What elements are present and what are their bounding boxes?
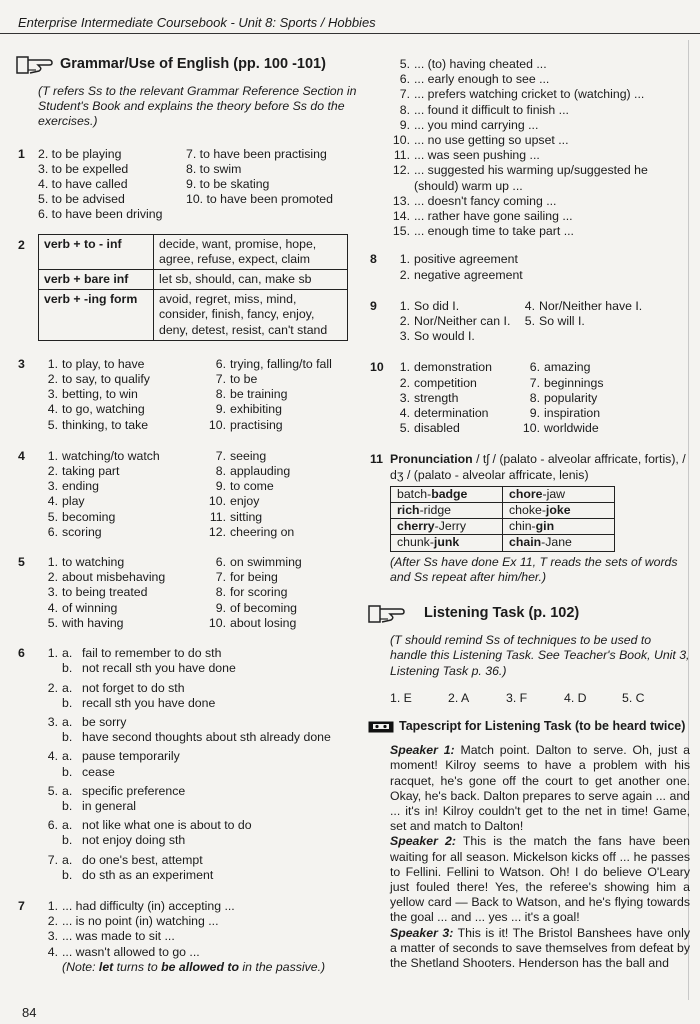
exercise-5	[16, 555, 361, 631]
listening-title: Listening Task (p. 102)	[424, 605, 580, 622]
list-item: 12. cheering on	[208, 524, 295, 539]
table-cell: decide, want, promise, hope, agree, refuse, expect, claim	[154, 234, 348, 269]
list-item: 6. to have been driving	[38, 207, 163, 222]
verb-pattern-table	[38, 234, 348, 341]
list-item: 5. a. specific preference b. in general	[47, 783, 186, 813]
list-item: 3. a. be sorry b. have second thoughts about sth already done	[47, 714, 331, 745]
list-item: 1. So did I.	[399, 298, 460, 313]
list-item: 5. with having	[47, 615, 124, 630]
list-item: 15. ... enough time to take part ...	[392, 224, 574, 239]
exercise-7-continued	[368, 57, 690, 239]
answer-item: 1. E	[390, 690, 412, 705]
tapescript-text	[368, 743, 690, 971]
list-item: 5. thinking, to take	[47, 417, 149, 432]
speaker-1: Speaker 1: Match point. Dalton to serve. Oh, just a moment! Kilroy seems to have a problem with his racquet, he's gone off the court to get another one. Okay, he's back. Dalton prepares to serve again ... and ... it's in! Kilroy couldn't get to the net in time! Game, set and match to Dalton!	[390, 743, 690, 834]
cassette-icon	[368, 721, 394, 733]
speaker-2: Speaker 2: This is the match the fans have been waiting for all season. Mickelson kicks off ... he passes to Fellini. Fellini to Watson. Oh! I do believe O'Leary just fouled there! Yes, the referee's showing him a yellow card — Back to Watson, and he's flying towards the goal ... and ... yes ... it's a goal!	[390, 834, 690, 925]
list-item: 2. competition	[399, 375, 477, 390]
exercise-11	[368, 452, 690, 585]
list-item: 8. popularity	[529, 390, 598, 405]
list-item: 3. So would I.	[399, 329, 475, 344]
pronunciation-description: Pronunciation / tʃ / (palato - alveolar affricate, fortis), / dʒ / (palato - alveolar affricate, lenis)	[390, 452, 686, 482]
list-item: 7. ... prefers watching cricket to (watching) ...	[399, 87, 645, 102]
list-item: 14. ... rather have gone sailing ...	[392, 209, 573, 224]
list-item: 9. of becoming	[215, 600, 297, 615]
tapescript-heading	[368, 719, 690, 734]
left-column	[16, 55, 361, 975]
exercise-3	[16, 357, 361, 433]
list-item: 4. of winning	[47, 600, 118, 615]
list-item: 4. a. pause temporarily b. cease	[47, 749, 180, 779]
answer-item: 2. A	[448, 690, 470, 705]
table-cell: avoid, regret, miss, mind, consider, finish, fancy, enjoy, deny, detest, resist, can't stand	[154, 290, 348, 341]
list-item: 7. a. do one's best, attempt b. do sth as an experiment	[47, 852, 214, 882]
list-item: 8. to swim	[186, 161, 242, 176]
list-item: 5. to be advised	[38, 192, 125, 207]
table-row	[391, 519, 615, 535]
list-item: 3. betting, to win	[47, 387, 138, 402]
list-item: 2. Nor/Neither can I.	[399, 314, 511, 329]
pointing-hand-icon	[16, 55, 54, 75]
list-item: 7. beginnings	[529, 375, 604, 390]
list-item: 10. enjoy	[208, 494, 260, 509]
list-item: 1. a. fail to remember to do sth b. not recall sth you have done	[47, 646, 236, 676]
exercise-10	[368, 360, 690, 436]
list-item: 6. trying, falling/to fall	[215, 356, 332, 371]
list-item: 4. to have called	[38, 177, 128, 192]
pronunciation-note: (After Ss have done Ex 11, T reads the sets of words and Ss repeat after him/her.)	[390, 554, 678, 584]
list-item: 9. to come	[215, 479, 274, 494]
table-cell: cherry-Jerry	[391, 519, 503, 535]
list-item: 4. determination	[399, 406, 489, 421]
list-item: 10. to have been promoted	[186, 192, 333, 207]
table-cell: chin-gin	[503, 519, 615, 535]
list-item: 7. seeing	[215, 448, 267, 463]
list-item: 10. about losing	[208, 615, 297, 630]
exercise-9	[368, 299, 690, 345]
exercise-number: 10	[370, 360, 384, 375]
table-cell: verb + to - inf	[39, 234, 154, 269]
speaker-3: Speaker 3: This is it! The Bristol Banshees have only a matter of seconds to save themselves from defeat by the Shetland Shooters. Henderson has the ball and	[390, 925, 690, 970]
table-row	[39, 270, 348, 290]
list-item: 9. ... you mind carrying ...	[399, 117, 539, 132]
list-item: 5. becoming	[47, 509, 116, 524]
list-item: 10. ... no use getting so upset ...	[392, 133, 569, 148]
list-item: 3. strength	[399, 390, 459, 405]
passive-note: (Note: let turns to be allowed to in the passive.)	[62, 959, 326, 974]
list-item: 13. ... doesn't fancy coming ...	[392, 193, 557, 208]
table-cell: batch-badge	[391, 486, 503, 502]
list-item: 4. to go, watching	[47, 402, 145, 417]
list-item: 7. to be	[215, 372, 258, 387]
list-item: 8. for scoring	[215, 585, 288, 600]
exercise-number: 11	[370, 452, 383, 467]
list-item: 5. ... (to) having cheated ...	[399, 57, 547, 71]
right-column	[368, 55, 690, 971]
list-item: 2. ... is no point (in) watching ...	[47, 914, 219, 929]
exercise-1	[16, 147, 361, 223]
exercise-number: 7	[18, 898, 25, 913]
exercise-number: 5	[18, 555, 25, 570]
table-row	[39, 234, 348, 269]
table-cell: let sb, should, can, make sb	[154, 270, 348, 290]
grammar-title: Grammar/Use of English (pp. 100 -101)	[60, 56, 326, 73]
list-item: 6. ... early enough to see ...	[399, 72, 550, 87]
list-item: 9. exhibiting	[215, 402, 282, 417]
listening-answers	[390, 691, 690, 706]
table-row	[39, 290, 348, 341]
header-rule	[0, 33, 700, 34]
list-item: 2. to be playing	[38, 146, 122, 161]
list-item: 2. to say, to qualify	[47, 372, 150, 387]
exercise-number: 6	[18, 646, 25, 661]
listening-heading	[368, 604, 690, 624]
list-item: 3. ... was made to sit ...	[47, 929, 175, 944]
table-row	[391, 503, 615, 519]
exercise-number: 3	[18, 356, 25, 371]
table-cell: chore-jaw	[503, 486, 615, 502]
list-item: 4. play	[47, 494, 85, 509]
list-item: 6. amazing	[529, 360, 591, 375]
table-row	[391, 486, 615, 502]
list-item: 6. scoring	[47, 524, 102, 539]
list-item: 1. to watching	[47, 555, 125, 570]
list-item: 1. to play, to have	[47, 356, 145, 371]
list-item: 5. disabled	[399, 421, 460, 436]
exercise-number: 8	[370, 252, 377, 267]
listening-note: (T should remind Ss of techniques to be used to handle this Listening Task. See Teacher's Book, Unit 3, Listening Task p. 36.)	[390, 633, 690, 678]
page-number: 84	[22, 1005, 37, 1020]
list-item: 8. applauding	[215, 464, 291, 479]
table-row	[391, 535, 615, 551]
list-item: 3. ending	[47, 479, 99, 494]
list-item: 6. on swimming	[215, 555, 302, 570]
list-item: 3. to being treated	[47, 585, 148, 600]
exercise-2	[16, 234, 361, 341]
exercise-number: 2	[18, 237, 25, 252]
list-item: 11. sitting	[209, 509, 263, 524]
list-item: 2. taking part	[47, 464, 120, 479]
exercise-number: 4	[18, 448, 25, 463]
list-item: 7. for being	[215, 570, 278, 585]
table-cell: verb + bare inf	[39, 270, 154, 290]
grammar-heading	[16, 55, 361, 75]
list-item: 2. about misbehaving	[47, 570, 166, 585]
table-cell: chain-Jane	[503, 535, 615, 551]
exercise-7	[16, 899, 361, 975]
table-cell: rich-ridge	[391, 503, 503, 519]
exercise-number: 1	[18, 146, 25, 161]
list-item: 10. worldwide	[522, 421, 599, 436]
running-header: Enterprise Intermediate Coursebook - Unit 8: Sports / Hobbies	[18, 15, 376, 30]
pronunciation-table	[390, 486, 615, 552]
exercise-6	[16, 646, 361, 883]
list-item: 1. positive agreement	[399, 252, 518, 267]
list-item: 1. ... had difficulty (in) accepting ...	[47, 898, 235, 913]
list-item: 6. a. not like what one is about to do b. not enjoy doing sth	[47, 818, 252, 848]
grammar-note: (T refers Ss to the relevant Grammar Reference Section in Student's Book and explains the theory before Ss do the exercises.)	[38, 84, 357, 129]
list-item: 4. ... wasn't allowed to go ...	[47, 944, 200, 959]
list-item: 2. negative agreement	[399, 267, 523, 282]
list-item: 7. to have been practising	[186, 146, 327, 161]
table-cell: verb + -ing form	[39, 290, 154, 341]
pointing-hand-icon	[368, 604, 406, 624]
list-item: 1. watching/to watch	[47, 448, 160, 463]
answer-item: 3. F	[506, 690, 528, 705]
list-item: 9. inspiration	[529, 406, 601, 421]
list-item: 8. be training	[215, 387, 288, 402]
list-item: 3. to be expelled	[38, 161, 129, 176]
list-item: 5. So will I.	[524, 314, 585, 329]
list-item: 9. to be skating	[186, 177, 270, 192]
table-cell: choke-joke	[503, 503, 615, 519]
exercise-8	[368, 252, 690, 282]
exercise-number: 9	[370, 298, 377, 313]
list-item: 11. ... was seen pushing ...	[393, 148, 540, 163]
list-item: 12. ... suggested his warming up/suggested he (should) warm up ...	[392, 163, 648, 193]
list-item: 2. a. not forget to do sth b. recall sth you have done	[47, 680, 216, 710]
tapescript-title: Tapescript for Listening Task (to be heard twice)	[399, 718, 686, 733]
answer-item: 5. C	[622, 690, 645, 705]
list-item: 10. practising	[208, 417, 283, 432]
list-item: 4. Nor/Neither have I.	[524, 298, 643, 313]
table-cell: chunk-junk	[391, 535, 503, 551]
list-item: 8. ... found it difficult to finish ...	[399, 102, 569, 117]
exercise-4	[16, 449, 361, 540]
list-item: 1. demonstration	[399, 360, 492, 375]
answer-item: 4. D	[564, 690, 587, 705]
